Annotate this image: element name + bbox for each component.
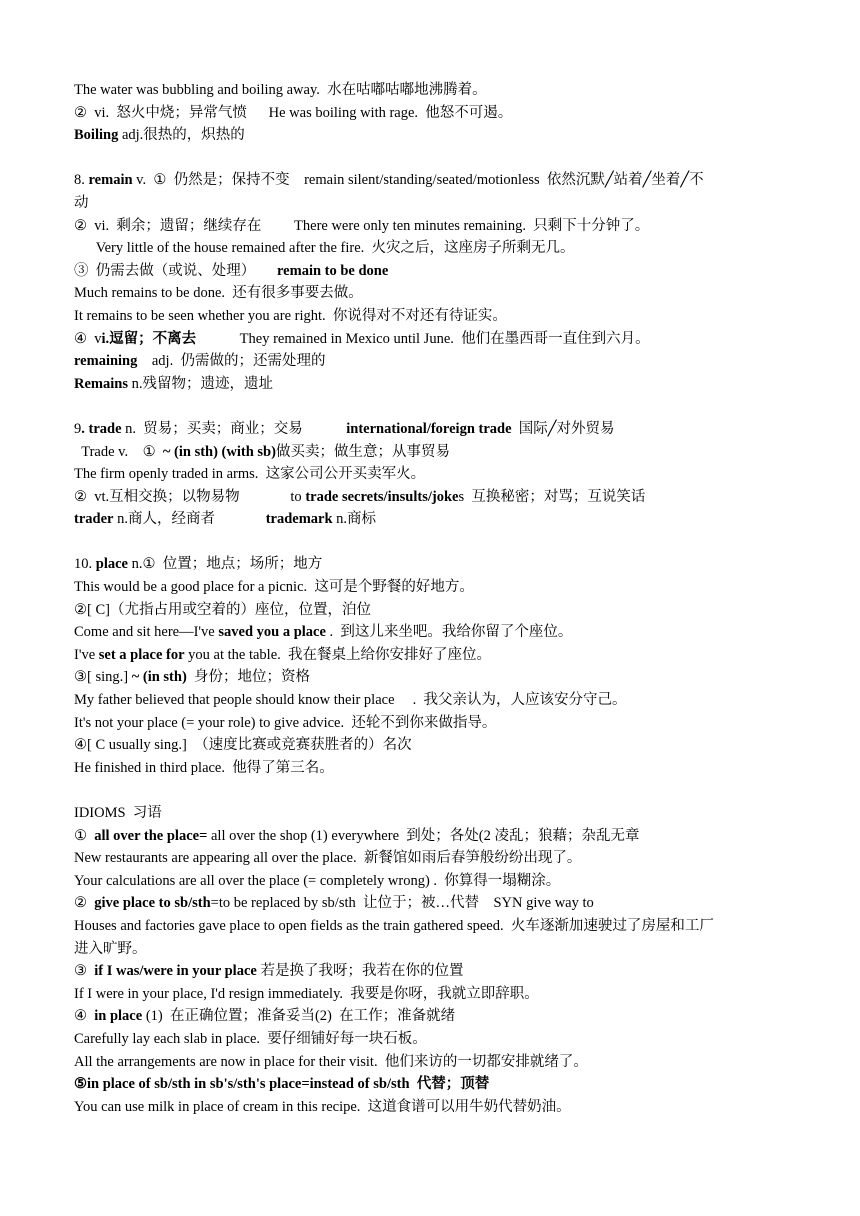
text-span: 10.: [74, 556, 96, 573]
text-span: adj.很热的，炽热的: [118, 127, 245, 144]
text-span: n.① 位置；地点；场所；地方: [127, 556, 323, 573]
blank-line: [74, 395, 794, 418]
text-line: [74, 169, 794, 192]
text-span: ②: [74, 895, 95, 912]
text-span: ② vi. 怒火中烧；异常气愤 He was boiling with rage. 他怒不可遏。: [74, 104, 513, 121]
text-line: [74, 237, 794, 260]
bold-text: saved you a place: [218, 624, 326, 641]
text-line: [74, 215, 794, 238]
text-span: ④: [74, 1008, 95, 1025]
text-line: [74, 486, 794, 509]
text-span: 身份；地位；资格: [186, 669, 311, 686]
text-span: Come and sit here—I've: [74, 624, 219, 641]
text-span: Trade v. ①: [74, 443, 163, 460]
bold-text: if I was/were in your place: [94, 963, 257, 980]
bold-text: ~ (in sth): [131, 669, 187, 686]
text-line: [74, 1073, 794, 1096]
text-line: [74, 1028, 794, 1051]
bold-text: in place: [94, 1008, 143, 1025]
text-span: 8.: [74, 172, 89, 189]
text-line: [74, 734, 794, 757]
text-span: The firm openly traded in arms. 这家公司公开买卖军火。: [74, 466, 426, 483]
text-line: [74, 508, 794, 531]
text-span: 9: [74, 420, 82, 437]
text-span: You can use milk in place of cream in this recipe. 这道食谱可以用牛奶代替奶油。: [74, 1098, 571, 1115]
bold-text: i.逗留；不离去: [101, 330, 197, 347]
text-span: ② vt.互相交换；以物易物 to: [74, 488, 306, 505]
text-span: ③: [74, 963, 95, 980]
text-span: Much remains to be done. 还有很多事要去做。: [74, 285, 363, 302]
text-line: [74, 689, 794, 712]
text-span: ②[ C]（尤指占用或空着的）座位，位置，泊位: [74, 601, 371, 618]
text-line: [74, 441, 794, 464]
bold-text: all over the place=: [94, 827, 208, 844]
text-line: [74, 599, 794, 622]
text-span: IDIOMS 习语: [74, 805, 162, 821]
text-line: [74, 260, 794, 283]
text-span: all over the shop (1) everywhere 到处；各处(2 凌乱；狼藉；杂乱无章: [207, 827, 640, 844]
text-line: [74, 418, 794, 441]
text-span: New restaurants are appearing all over the place. 新餐馆如雨后春笋般纷纷出现了。: [74, 850, 582, 867]
bold-text: remaining: [74, 353, 138, 370]
text-span: ④ v: [74, 330, 102, 347]
text-line: [74, 124, 794, 147]
text-line: [74, 621, 794, 644]
text-span: This would be a good place for a picnic. 这可是个野餐的好地方。: [74, 579, 474, 596]
text-span: It's not your place (= your role) to give advice. 还轮不到你来做指导。: [74, 714, 497, 731]
bold-text: place: [95, 556, 128, 573]
text-span: Houses and factories gave place to open fields as the train gathered speed. 火车逐渐加速驶过了房屋和工厂: [74, 917, 714, 934]
text-span: Carefully lay each slab in place. 要仔细铺好每一块石板。: [74, 1030, 427, 1047]
text-line: [74, 847, 794, 870]
document-page: [74, 79, 794, 1118]
text-span: n.商人，经商者: [113, 511, 266, 528]
text-line: [74, 892, 794, 915]
blank-line: [74, 531, 794, 554]
bold-text: Boiling: [74, 127, 119, 144]
bold-text: ~ (in sth) (with sb): [162, 443, 276, 460]
text-span: All the arrangements are now in place for their visit. 他们来访的一切都安排就绪了。: [74, 1053, 588, 1070]
text-span: If I were in your place, I'd resign immediately. 我要是你呀，我就立即辞职。: [74, 985, 539, 1002]
text-line: [74, 1005, 794, 1028]
text-span: 若是换了我呀；我若在你的位置: [256, 963, 464, 980]
text-line: [74, 960, 794, 983]
text-line: [74, 192, 794, 215]
bold-text: international/foreign trade: [346, 420, 512, 437]
text-span: =to be replaced by sb/sth 让位于；被…代替 SYN give way to: [210, 895, 594, 912]
text-line: [74, 666, 794, 689]
text-span: n.残留物；遗迹，遗址: [127, 375, 273, 392]
text-line: [74, 712, 794, 735]
text-line: [74, 576, 794, 599]
text-span: ② vi. 剩余；遗留；继续存在 There were only ten minutes remaining. 只剩下十分钟了。: [74, 217, 650, 234]
text-span: 动: [74, 194, 89, 211]
blank-line: [74, 779, 794, 802]
text-span: n. 贸易；买卖；商业；交易: [121, 420, 347, 437]
bold-text: ⑤in place of sb/sth in sb's/sth's place=instead of sb/sth 代替；顶替: [74, 1076, 490, 1093]
text-span: 进入旷野。: [74, 940, 147, 957]
text-line: [74, 802, 794, 825]
bold-text: . trade: [81, 420, 122, 437]
text-span: (1) 在正确位置；准备妥当(2) 在工作；准备就绪: [142, 1008, 456, 1025]
blank-line: [74, 147, 794, 170]
bold-text: trade secrets/insults/joke: [305, 488, 459, 505]
text-span: ③[ sing.]: [74, 669, 132, 686]
text-span: My father believed that people should know their place . 我父亲认为，人应该安分守己。: [74, 692, 627, 709]
text-span: He finished in third place. 他得了第三名。: [74, 759, 334, 776]
text-span: ①: [74, 827, 95, 844]
text-span: s 互换秘密；对骂；互说笑话: [458, 488, 646, 505]
text-line: [74, 870, 794, 893]
bold-text: Remains: [74, 375, 128, 392]
text-line: [74, 350, 794, 373]
bold-text: remain: [88, 172, 133, 189]
text-span: you at the table. 我在餐桌上给你安排好了座位。: [184, 646, 492, 663]
text-span: Your calculations are all over the place (= completely wrong) . 你算得一塌糊涂。: [74, 872, 561, 889]
text-line: [74, 757, 794, 780]
bold-text: set a place for: [98, 646, 185, 663]
text-line: [74, 825, 794, 848]
text-span: . 到这儿来坐吧。我给你留了个座位。: [325, 624, 573, 641]
text-line: [74, 79, 794, 102]
text-line: [74, 644, 794, 667]
text-span: The water was bubbling and boiling away. 水在咕嘟咕嘟地沸腾着。: [74, 82, 487, 98]
text-line: [74, 463, 794, 486]
text-span: I've: [74, 646, 99, 663]
text-line: [74, 305, 794, 328]
text-span: v. ① 仍然是；保持不变 remain silent/standing/seated/motionless 依然沉默╱站着╱坐着╱不: [132, 172, 704, 189]
text-span: 做买卖；做生意；从事贸易: [275, 443, 450, 460]
text-span: Very little of the house remained after the fire. 火灾之后，这座房子所剩无几。: [74, 240, 575, 257]
text-span: n.商标: [332, 511, 377, 528]
text-span: ③ 仍需去做（或说、处理）: [74, 262, 277, 279]
bold-text: trademark: [265, 511, 333, 528]
text-line: [74, 938, 794, 961]
text-line: [74, 915, 794, 938]
text-line: [74, 102, 794, 125]
text-line: [74, 282, 794, 305]
text-span: 国际╱对外贸易: [511, 420, 615, 437]
text-line: [74, 553, 794, 576]
text-line: [74, 328, 794, 351]
text-span: adj. 仍需做的；还需处理的: [137, 353, 326, 370]
text-line: [74, 1051, 794, 1074]
bold-text: remain to be done: [277, 262, 389, 279]
text-line: [74, 983, 794, 1006]
text-span: It remains to be seen whether you are right. 你说得对不对还有待证实。: [74, 307, 507, 324]
bold-text: give place to sb/sth: [94, 895, 211, 912]
bold-text: trader: [74, 511, 114, 528]
text-line: [74, 373, 794, 396]
text-span: They remained in Mexico until June. 他们在墨西哥一直住到六月。: [196, 330, 650, 347]
text-span: ④[ C usually sing.] （速度比赛或竞赛获胜者的）名次: [74, 737, 412, 754]
text-line: [74, 1096, 794, 1119]
